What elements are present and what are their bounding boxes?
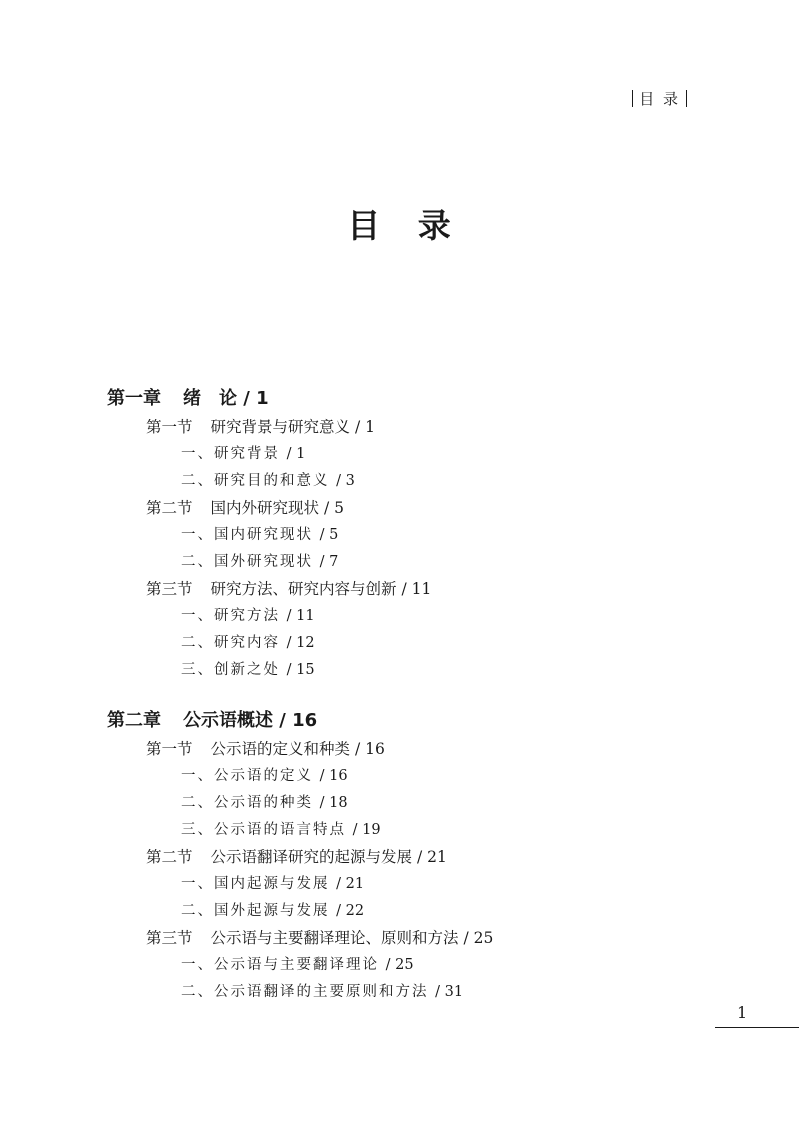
subsection-label: 二、研究目的和意义: [181, 473, 330, 489]
subsection-label: 二、国外起源与发展: [181, 903, 330, 919]
section-title: 研究背景与研究意义: [210, 418, 351, 436]
running-header: [626, 88, 693, 109]
subsection-label: 一、国内研究现状: [181, 527, 313, 543]
chapter-page: / 16: [279, 710, 318, 731]
footer-rule: [715, 1027, 799, 1028]
toc-subsection-entry[interactable]: [0, 763, 799, 790]
table-of-contents: [0, 384, 799, 1028]
toc-subsection-entry[interactable]: [0, 468, 799, 495]
section-title: 国内外研究现状: [210, 499, 320, 517]
toc-subsection-entry[interactable]: [0, 630, 799, 657]
section-title: 公示语翻译研究的起源与发展: [210, 848, 413, 866]
toc-subsection-entry[interactable]: [0, 817, 799, 844]
header-right-rule: [686, 90, 687, 107]
toc-chapter-entry[interactable]: [0, 706, 799, 736]
toc-section-entry[interactable]: [0, 925, 799, 952]
subsection-label: 二、公示语的种类: [181, 795, 313, 811]
toc-subsection-entry[interactable]: [0, 603, 799, 630]
toc-section-entry[interactable]: [0, 736, 799, 763]
toc-subsection-entry[interactable]: [0, 522, 799, 549]
section-title: 公示语的定义和种类: [210, 740, 351, 758]
subsection-label: 一、研究方法: [181, 608, 280, 624]
subsection-page: / 3: [336, 473, 355, 489]
toc-section-entry[interactable]: [0, 495, 799, 522]
subsection-page: / 31: [435, 984, 464, 1000]
chapter-number: 第一章: [107, 388, 161, 409]
subsection-label: 二、国外研究现状: [181, 554, 313, 570]
subsection-page: / 19: [352, 822, 381, 838]
toc-chapter: [0, 384, 799, 684]
section-number: 第二节: [146, 848, 193, 866]
subsection-label: 二、公示语翻译的主要原则和方法: [181, 984, 429, 1000]
subsection-page: / 18: [319, 795, 348, 811]
subsection-label: 三、创新之处: [181, 662, 280, 678]
section-title: 研究方法、研究内容与创新: [210, 580, 397, 598]
subsection-page: / 15: [286, 662, 315, 678]
toc-section-entry[interactable]: [0, 576, 799, 603]
section-number: 第三节: [146, 580, 193, 598]
subsection-page: / 25: [385, 957, 414, 973]
section-page: / 21: [416, 848, 447, 866]
toc-section-entry[interactable]: [0, 414, 799, 441]
subsection-label: 一、公示语与主要翻译理论: [181, 957, 379, 973]
toc-subsection-entry[interactable]: [0, 441, 799, 468]
section-number: 第一节: [146, 418, 193, 436]
subsection-label: 二、研究内容: [181, 635, 280, 651]
subsection-page: / 12: [286, 635, 315, 651]
subsection-page: / 16: [319, 768, 348, 784]
section-page: / 5: [323, 499, 344, 517]
chapter-title: 绪 论: [183, 388, 237, 409]
subsection-page: / 21: [336, 876, 365, 892]
toc-subsection-entry[interactable]: [0, 952, 799, 979]
section-page: / 11: [401, 580, 432, 598]
toc-subsection-entry[interactable]: [0, 979, 799, 1006]
section-page: / 1: [354, 418, 375, 436]
section-page: / 16: [354, 740, 385, 758]
toc-chapter: [0, 706, 799, 1006]
section-number: 第三节: [146, 929, 193, 947]
page-number-block: [715, 1003, 799, 1028]
subsection-page: / 22: [336, 903, 365, 919]
running-title: 目 录: [639, 90, 680, 108]
toc-subsection-entry[interactable]: [0, 898, 799, 925]
toc-subsection-entry[interactable]: [0, 871, 799, 898]
chapter-page: / 1: [243, 388, 269, 409]
subsection-page: / 11: [286, 608, 315, 624]
subsection-page: / 5: [319, 527, 339, 543]
toc-subsection-entry[interactable]: [0, 657, 799, 684]
section-title: 公示语与主要翻译理论、原则和方法: [210, 929, 459, 947]
toc-subsection-entry[interactable]: [0, 790, 799, 817]
section-page: / 25: [463, 929, 494, 947]
toc-section-entry[interactable]: [0, 844, 799, 871]
subsection-label: 三、公示语的语言特点: [181, 822, 346, 838]
subsection-label: 一、研究背景: [181, 446, 280, 462]
page-title: 目 录: [347, 206, 452, 245]
section-number: 第二节: [146, 499, 193, 517]
subsection-page: / 7: [319, 554, 339, 570]
page-number: 1: [737, 1003, 748, 1022]
toc-chapter-entry[interactable]: [0, 384, 799, 414]
subsection-label: 一、国内起源与发展: [181, 876, 330, 892]
section-number: 第一节: [146, 740, 193, 758]
toc-subsection-entry[interactable]: [0, 549, 799, 576]
chapter-number: 第二章: [107, 710, 161, 731]
header-left-rule: [632, 90, 633, 107]
subsection-page: / 1: [286, 446, 306, 462]
subsection-label: 一、公示语的定义: [181, 768, 313, 784]
chapter-title: 公示语概述: [183, 710, 273, 731]
